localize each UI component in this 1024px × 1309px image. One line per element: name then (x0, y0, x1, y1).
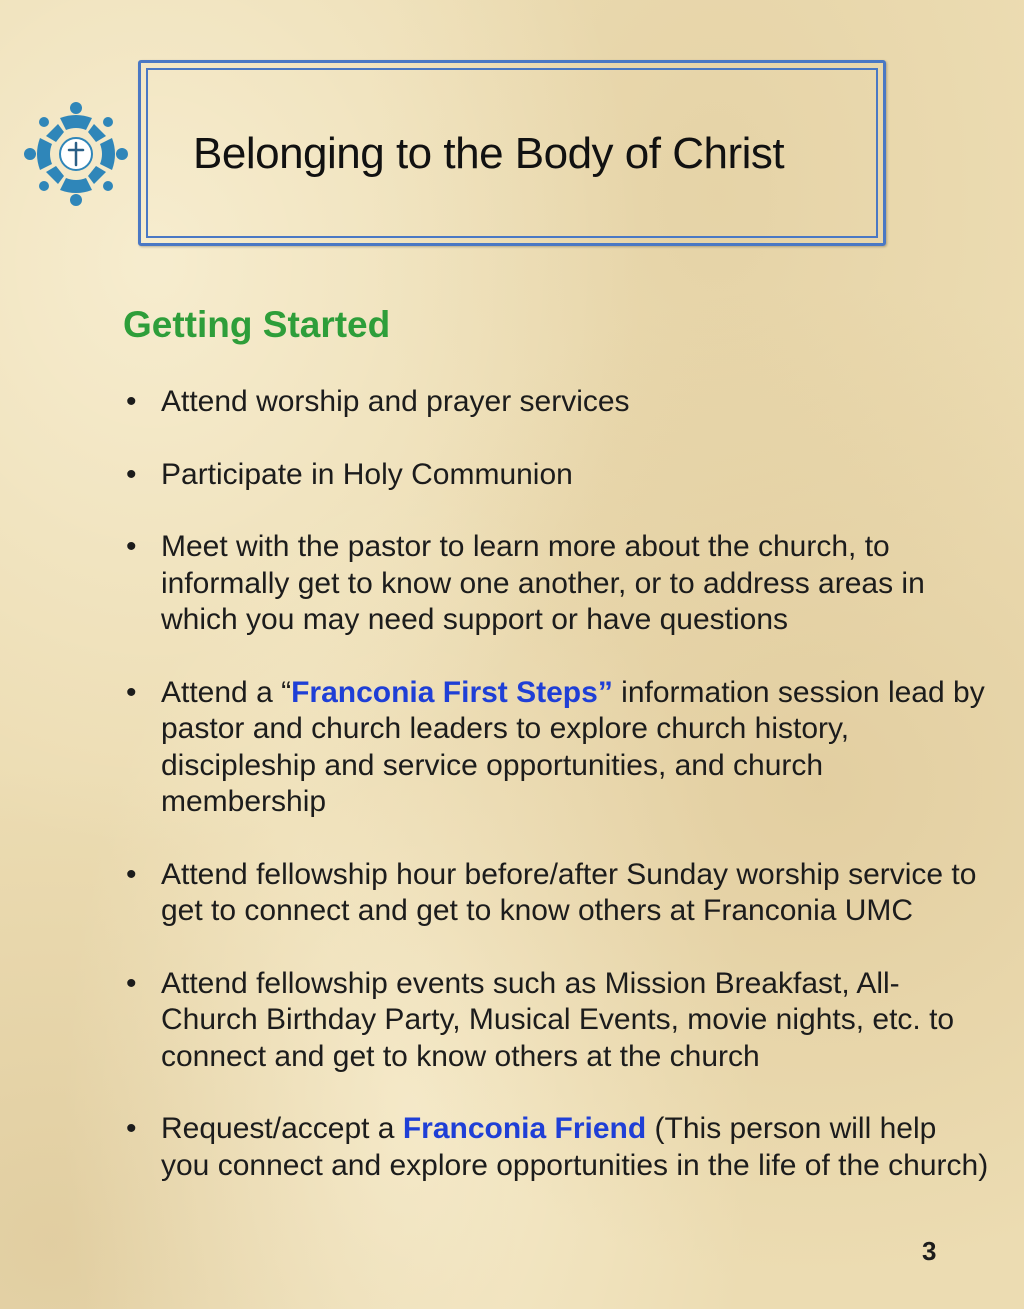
bullet-icon: • (126, 457, 137, 491)
list-item (123, 529, 993, 639)
list-item-text: Attend worship and prayer services (161, 385, 630, 418)
bullet-icon: • (126, 675, 137, 709)
title-banner (138, 60, 886, 246)
bullet-icon: • (126, 857, 137, 891)
list-item-text: Attend fellowship events such as Mission Breakfast, All-Church Birthday Party, Musical Events, movie nights, etc. to connect and get to know others at the church (161, 966, 955, 1073)
bullet-icon: • (126, 530, 137, 563)
section-heading: Getting Started (123, 304, 391, 345)
franconia-first-steps-highlight: Franconia First Steps” (291, 675, 613, 709)
list-item (123, 966, 993, 1076)
list-item (123, 384, 993, 421)
list-item (123, 457, 993, 494)
list-item (123, 675, 993, 821)
list-item-text-before: Attend a “ (161, 675, 292, 709)
church-logo-icon (20, 98, 132, 210)
list-item (123, 857, 993, 930)
list-item (123, 1111, 993, 1184)
page-title: Belonging to the Body of Christ (193, 129, 785, 178)
list-item-text: Attend fellowship hour before/after Sunday worship service to get to connect and get to know others at Franconia UMC (161, 857, 977, 927)
bullet-icon: • (126, 385, 137, 418)
list-item-text: Participate in Holy Communion (161, 457, 573, 491)
page-number: 3 (922, 1236, 937, 1266)
list-item-text: Meet with the pastor to learn more about the church, to informally get to know one another, or to address areas in which you may need support or have questions (161, 530, 925, 636)
bullet-list (123, 384, 993, 1220)
bullet-icon: • (126, 1112, 137, 1145)
list-item-text-before: Request/accept a (161, 1112, 403, 1145)
franconia-friend-highlight: Franconia Friend (402, 1112, 647, 1145)
list-item-text-after: (This person will help you connect and explore opportunities in the life of the church) (161, 1112, 989, 1182)
list-item-text-after: information session lead by pastor and church leaders to explore church history, discipleship and service opportunities, and church membership (161, 675, 985, 818)
bullet-icon: • (126, 966, 137, 1000)
